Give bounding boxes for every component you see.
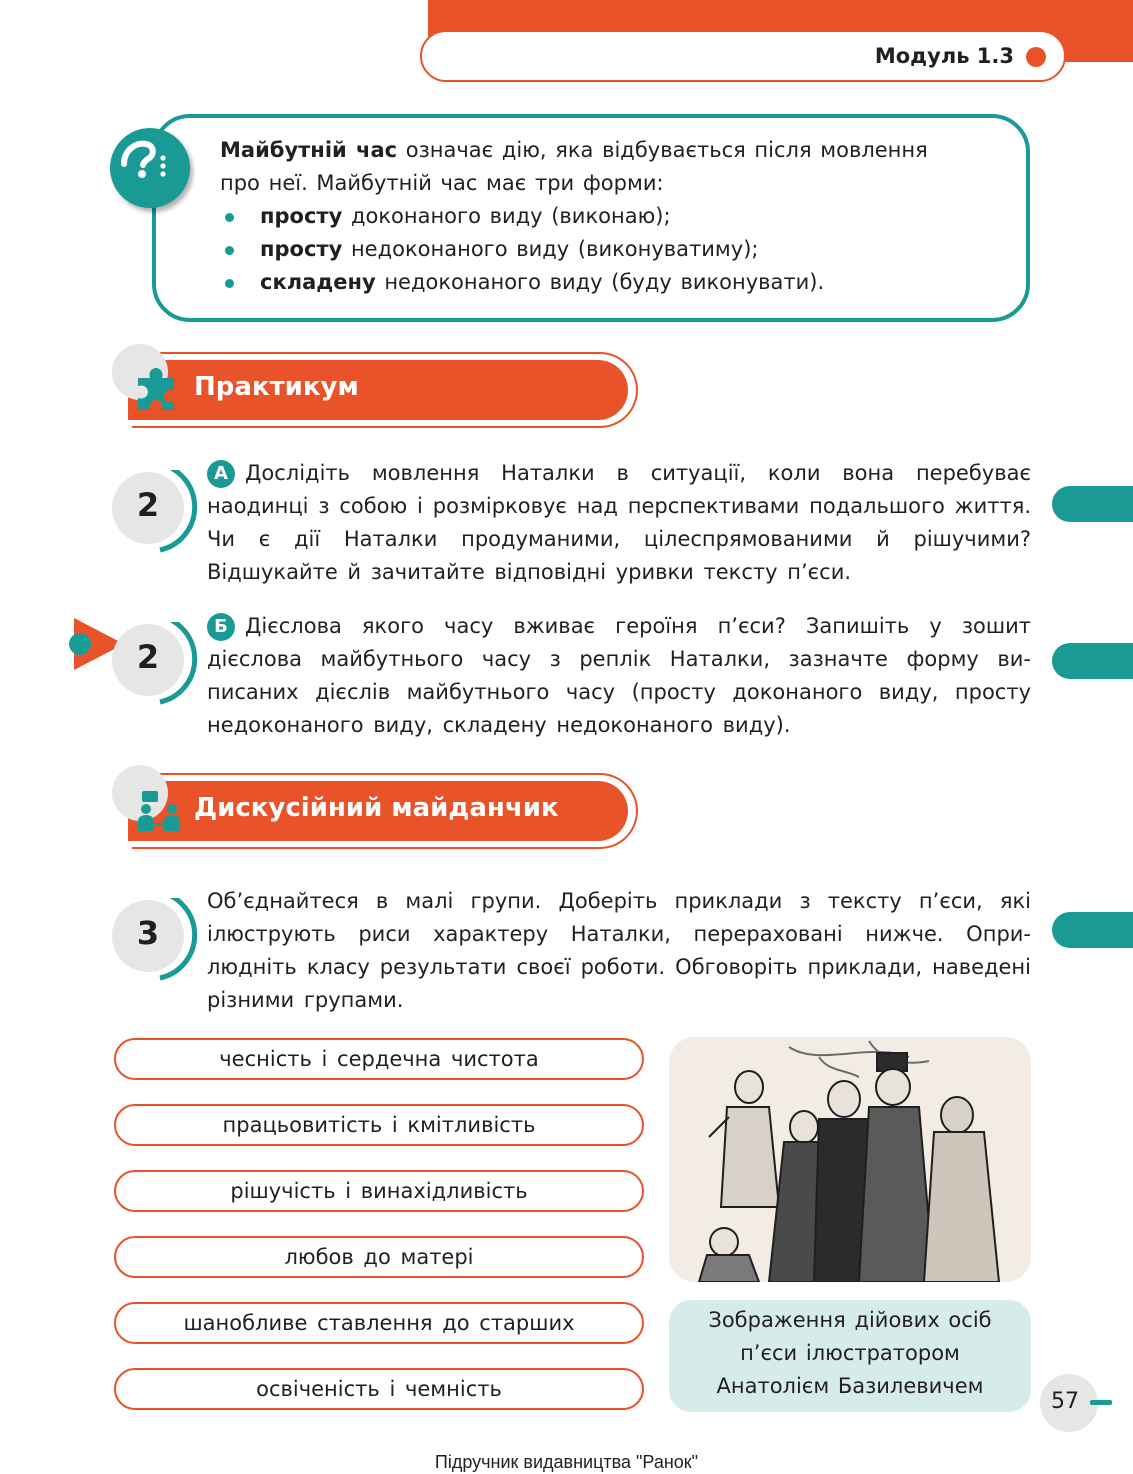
- definition-bullet: [220, 266, 996, 299]
- trait-pill: рішучість і винахідливість: [114, 1170, 644, 1212]
- definition-line2: про неї. Майбутній час має три форми:: [220, 171, 664, 195]
- definition-bullet: [220, 233, 996, 266]
- discussion-header: [128, 773, 638, 849]
- trait-pill: працьовитість і кмітливість: [114, 1104, 644, 1146]
- characters-illustration: [669, 1037, 1031, 1282]
- publisher-footer: Підручник видавництва "Ранок": [434, 1452, 699, 1472]
- puzzle-icon: [132, 364, 182, 414]
- caption-line: Анатолієм Базилевичем: [716, 1374, 984, 1398]
- bullet-dot: [225, 279, 234, 288]
- definition-text: [220, 134, 996, 299]
- task-2b-text: [207, 610, 1031, 742]
- bullet-bold: просту: [260, 237, 343, 261]
- task-number: 3: [136, 914, 160, 952]
- question-head-icon: [110, 128, 190, 208]
- caption-line: п’єси ілюстратором: [740, 1341, 960, 1365]
- task-number-2a: [112, 470, 196, 554]
- task-letter-badge: Б: [207, 613, 235, 641]
- module-label: Модуль 1.3: [874, 44, 1014, 68]
- task-number: 2: [136, 638, 160, 676]
- task-3-text: Об’єднайтеся в малі групи. Доберіть приклади з тексту п’єси, які ілюструють риси характеру Наталки, перераховані нижче. Оприлюдніть класу результати своєї роботи. Обговоріть приклади, наведені різними групами.: [207, 889, 1031, 1012]
- page-number-line: [1090, 1400, 1112, 1405]
- module-badge: [420, 30, 1066, 82]
- bullet-text: доконаного виду (виконаю);: [342, 204, 671, 228]
- bullet-text: недоконаного виду (буду виконувати).: [375, 270, 825, 294]
- page-number: 57: [1051, 1389, 1079, 1414]
- definition-term: Майбутній час: [220, 138, 398, 162]
- task-body: Дієслова якого часу вживає героїня п’єси? Запишіть у зошит дієслова майбутнього часу з реплік Наталки, зазначте форму виписаних дієслів майбутнього часу (просту доконаного виду, просту недоконаного виду, складену недоконаного виду).: [207, 614, 1031, 737]
- module-dot: [1026, 47, 1046, 67]
- bullet-dot: [225, 246, 234, 255]
- practicum-header: [128, 352, 638, 428]
- task-number-3: [112, 898, 196, 982]
- definition-bullet: [220, 200, 996, 233]
- definition-intro: означає дію, яка відбувається після мовлення: [397, 138, 928, 162]
- bullet-bold: просту: [260, 204, 343, 228]
- trait-pill: освіченість і чемність: [114, 1368, 644, 1410]
- side-tab: [1052, 643, 1133, 679]
- task-2a-text: [207, 457, 1031, 589]
- illustration-caption: [669, 1300, 1031, 1412]
- discussion-title: Дискусійний майданчик: [194, 793, 559, 823]
- bullet-text: недоконаного виду (виконуватиму);: [342, 237, 759, 261]
- bullet-bold: складену: [260, 270, 376, 294]
- task-letter-badge: А: [207, 460, 235, 488]
- task-number: 2: [136, 486, 160, 524]
- task-number-2b: [112, 622, 196, 706]
- bullet-dot: [225, 213, 234, 222]
- side-tab: [1052, 912, 1133, 948]
- side-tab: [1052, 486, 1133, 522]
- practicum-title: Практикум: [194, 372, 359, 402]
- task-body: Дослідіть мовлення Наталки в ситуації, коли вона перебуває наодинці з собою і розмірковує над перспективами подальшого життя. Чи є дії Наталки продуманими, цілеспрямованими й рішучими? Відшукайте й зачитайте відповідні уривки тексту п’єси.: [207, 461, 1031, 584]
- trait-pill: шанобливе ставлення до старших: [114, 1302, 644, 1344]
- caption-line: Зображення дійових осіб: [708, 1308, 992, 1332]
- trait-pill: любов до матері: [114, 1236, 644, 1278]
- trait-pill: чесність і сердечна чистота: [114, 1038, 644, 1080]
- discussion-people-icon: [132, 785, 186, 835]
